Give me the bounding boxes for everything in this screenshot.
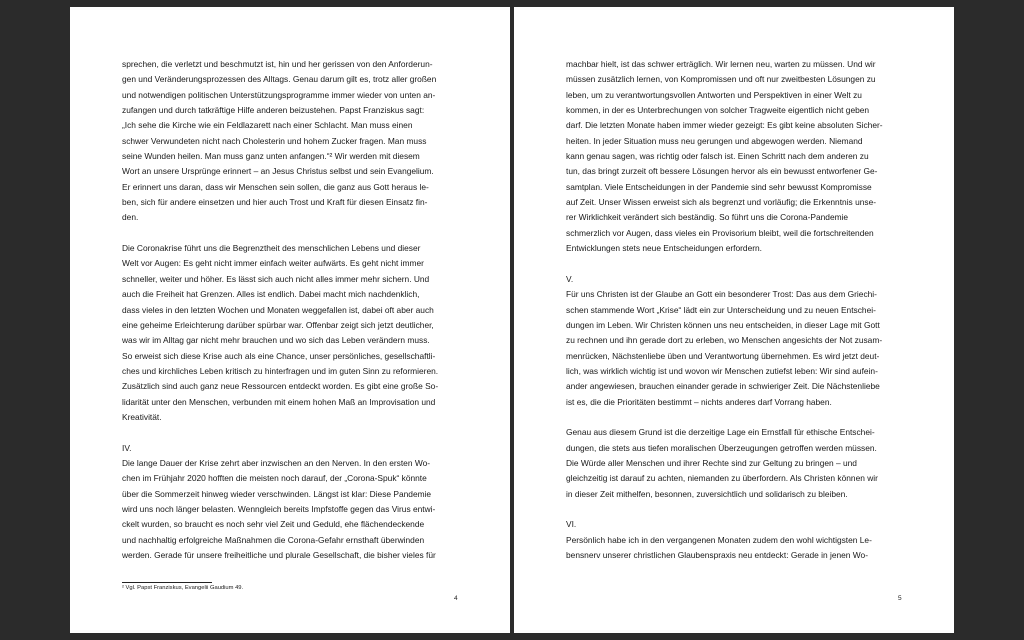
text-line: lich, was wirklich wichtig ist und wovon wir Menschen zutiefst leben: Wir sind aufein- bbox=[566, 365, 878, 376]
text-line: auf Zeit. Unser Wissen erweist sich als begrenzt und vorläufig; die Erkenntnis unse- bbox=[566, 197, 877, 208]
section-heading: IV. bbox=[122, 442, 132, 453]
text-line: heiten. In jeder Situation muss neu gerungen und abgewogen werden. Niemand bbox=[566, 135, 863, 146]
text-line: Persönlich habe ich in den vergangenen Monaten zudem den wohl wichtigsten Le- bbox=[566, 534, 872, 545]
text-line: Zusätzlich sind auch ganz neue Ressourcen entdeckt worden. Es gibt eine große So- bbox=[122, 381, 439, 392]
text-line: Die Würde aller Menschen und ihrer Rechte sind zur Geltung zu bringen – und bbox=[566, 457, 857, 468]
text-line: seine Wunden heilen. Man muss ganz unten anfangen.“² Wir werden mit diesem bbox=[122, 151, 420, 162]
text-line: sprechen, die verletzt und beschmutzt ist, hin und her gerissen von den Anforderun- bbox=[122, 59, 433, 69]
paragraph-gap bbox=[122, 425, 470, 440]
text-line: Entwicklungen stets neue Entscheidungen erfordern. bbox=[566, 243, 763, 254]
document-page-right bbox=[514, 7, 954, 633]
text-line: lidarität unter den Menschen, verbunden mit einem hohen Maß an Improvisation und bbox=[122, 396, 436, 407]
text-line: ches und kirchliches Leben kritisch zu hinterfragen und im guten Sinn zu reformieren. bbox=[122, 365, 439, 376]
text-line: und notwendigen politischen Unterstützungsprogramme immer wieder von unten an- bbox=[122, 89, 436, 100]
text-line: zufangen und durch tatkräftige Hilfe anderen beizustehen. Papst Franziskus sagt: bbox=[122, 105, 425, 116]
text-line: über die Sommerzeit hinweg wieder verschwinden. Längst ist klar: Diese Pandemie bbox=[122, 488, 432, 499]
text-line: zu rechnen und ihn gerade dort zu erleben, wo Menschen angesichts der Not zusam- bbox=[566, 335, 883, 346]
text-line: und nachhaltig erfolgreiche Maßnahmen die Corona-Gefahr ernsthaft überwinden bbox=[122, 534, 425, 545]
text-line: Welt vor Augen: Es geht nicht immer einfach weiter aufwärts. Es geht nicht immer bbox=[122, 258, 424, 269]
document-page-left bbox=[70, 7, 510, 633]
text-line: „Ich sehe die Kirche wie ein Feldlazarett nach einer Schlacht. Man muss einen bbox=[122, 120, 413, 131]
text-line: darf. Die letzten Monate haben immer wieder gezeigt: Es gibt keine absoluten Sicher- bbox=[566, 120, 883, 131]
text-line: kommen, in der es Unterbrechungen von solcher Tragweite eigentlich nicht geben bbox=[566, 105, 870, 116]
text-line: eine geheime Erleichterung darüber spürbar war. Offenbar zeigt sich jetzt deutlicher, bbox=[122, 319, 434, 330]
text-line: ist es, die die Prioritäten bestimmt – nichts anderes darf Vorrang haben. bbox=[566, 396, 832, 407]
text-line: kann genau sagen, was richtig oder falsch ist. Einen Schritt nach dem anderen zu bbox=[566, 151, 869, 162]
text-line: Für uns Christen ist der Glaube an Gott ein besonderer Trost: Das aus dem Griechi- bbox=[566, 289, 877, 300]
text-line: bensnerv unserer christlichen Glaubenspraxis neu entdeckt: Gerade in jenen Wo- bbox=[566, 550, 868, 560]
text-line: werden. Gerade für unsere freiheitliche und plurale Gesellschaft, die bisher vieles für bbox=[122, 550, 436, 560]
text-line: wird uns noch länger belasten. Wenngleich bereits Impfstoffe gegen das Virus entwi- bbox=[122, 503, 436, 514]
text-line: ander angewiesen, brauchen einander gerade in schwieriger Zeit. Die Nächstenliebe bbox=[566, 381, 880, 392]
page-number: 4 bbox=[454, 595, 458, 602]
footnote-divider bbox=[122, 582, 212, 583]
text-line: Die Coronakrise führt uns die Begrenztheit des menschlichen Lebens und dieser bbox=[122, 243, 421, 254]
text-line: samtplan. Viele Entscheidungen in der Pandemie sind sehr bewusst Kompromisse bbox=[566, 181, 872, 192]
text-line: ben, sich für andere einsetzen und hier auch Trost und Kraft für diesen Einsatz fin- bbox=[122, 197, 428, 208]
text-line: dass vieles in den letzten Wochen und Monaten weggefallen ist, dabei oft aber auch bbox=[122, 304, 434, 315]
text-line: auch die Freiheit hat Grenzen. Alles ist endlich. Dabei macht mich nachdenklich, bbox=[122, 289, 420, 300]
text-line: schmerzlich vor Augen, dass vieles ein Provisorium bleibt, weil die fortschreitenden bbox=[566, 227, 874, 238]
paragraph-gap bbox=[566, 256, 914, 271]
text-line: ckelt wurden, so braucht es noch sehr viel Zeit und Geduld, ehe flächendeckende bbox=[122, 519, 425, 530]
text-line: dungen im Leben. Wir Christen können uns neu entscheiden, in dieser Lage mit Gott bbox=[566, 319, 880, 330]
paragraph-gap bbox=[122, 226, 470, 241]
text-line: rer Wirklichkeit verändert sich beständig. So führt uns die Corona-Pandemie bbox=[566, 212, 849, 223]
page-text-left bbox=[122, 57, 470, 563]
text-line: Er erinnert uns daran, dass wir Menschen sein sollen, die ganz aus Gott heraus le- bbox=[122, 181, 429, 192]
text-line: dungen, die stets aus tiefen moralischen Überzeugungen getroffen werden müssen. bbox=[566, 442, 877, 453]
text-line: So erweist sich diese Krise auch als eine Chance, unser persönliches, gesellschaftli- bbox=[122, 350, 436, 361]
text-line: in dieser Zeit mithelfen, besonnen, zuversichtlich und solidarisch zu bleiben. bbox=[566, 488, 848, 499]
text-line: müssen zusätzlich lernen, von Kompromissen und oft nur zweitbesten Lösungen zu bbox=[566, 74, 876, 85]
page-text-right bbox=[566, 57, 914, 563]
text-line: chen im Frühjahr 2020 hofften die meisten noch darauf, der „Corona-Spuk“ könnte bbox=[122, 473, 427, 484]
paragraph-gap bbox=[566, 410, 914, 425]
text-line: was wir im Alltag gar nicht mehr brauchen und wo sich das Leben verändern muss. bbox=[122, 335, 430, 346]
text-line: schwer Verwundeten nicht nach Cholesterin und hohem Zucker fragen. Man muss bbox=[122, 135, 427, 146]
page-number: 5 bbox=[898, 595, 902, 602]
text-line: gleichzeitig ist darauf zu achten, niemanden zu überfordern. Als Christen können wir bbox=[566, 473, 878, 484]
section-heading: V. bbox=[566, 273, 574, 284]
text-line: schen stammende Wort „Krise“ lädt ein zur Unterscheidung und zu neuen Entschei- bbox=[566, 304, 876, 315]
text-line: Kreativität. bbox=[122, 411, 162, 422]
text-line: machbar hielt, ist das schwer erträglich. Wir lernen neu, warten zu müssen. Und wir bbox=[566, 59, 876, 69]
section-heading: VI. bbox=[566, 519, 577, 530]
text-line: tun, das bringt zurzeit oft bessere Lösungen hervor als ein bewusst entworfener Ge- bbox=[566, 166, 878, 177]
text-line: schneller, weiter und höher. Es lässt sich auch nicht alles immer mehr sichern. Und bbox=[122, 273, 430, 284]
text-line: Wort an unsere Ursprünge erinnert – an Jesus Christus selbst und sein Evangelium. bbox=[122, 166, 434, 177]
text-line: den. bbox=[122, 212, 139, 223]
footnote: ² Vgl. Papst Franziskus, Evangelii Gaudium 49. bbox=[122, 585, 244, 591]
text-line: leben, um zu verantwortungsvollen Antworten und Perspektiven in einer Welt zu bbox=[566, 89, 862, 100]
text-line: Die lange Dauer der Krise zehrt aber inzwischen an den Nerven. In den ersten Wo- bbox=[122, 457, 431, 468]
text-line: Genau aus diesem Grund ist die derzeitige Lage ein Ernstfall für ethische Entschei- bbox=[566, 427, 875, 438]
text-line: menrücken, Nächstenliebe üben und Verantwortung übernehmen. Es wird jetzt deut- bbox=[566, 350, 880, 361]
paragraph-gap bbox=[566, 502, 914, 517]
text-line: gen und Veränderungsprozessen des Alltags. Genau darum gilt es, trotz aller großen bbox=[122, 74, 437, 85]
